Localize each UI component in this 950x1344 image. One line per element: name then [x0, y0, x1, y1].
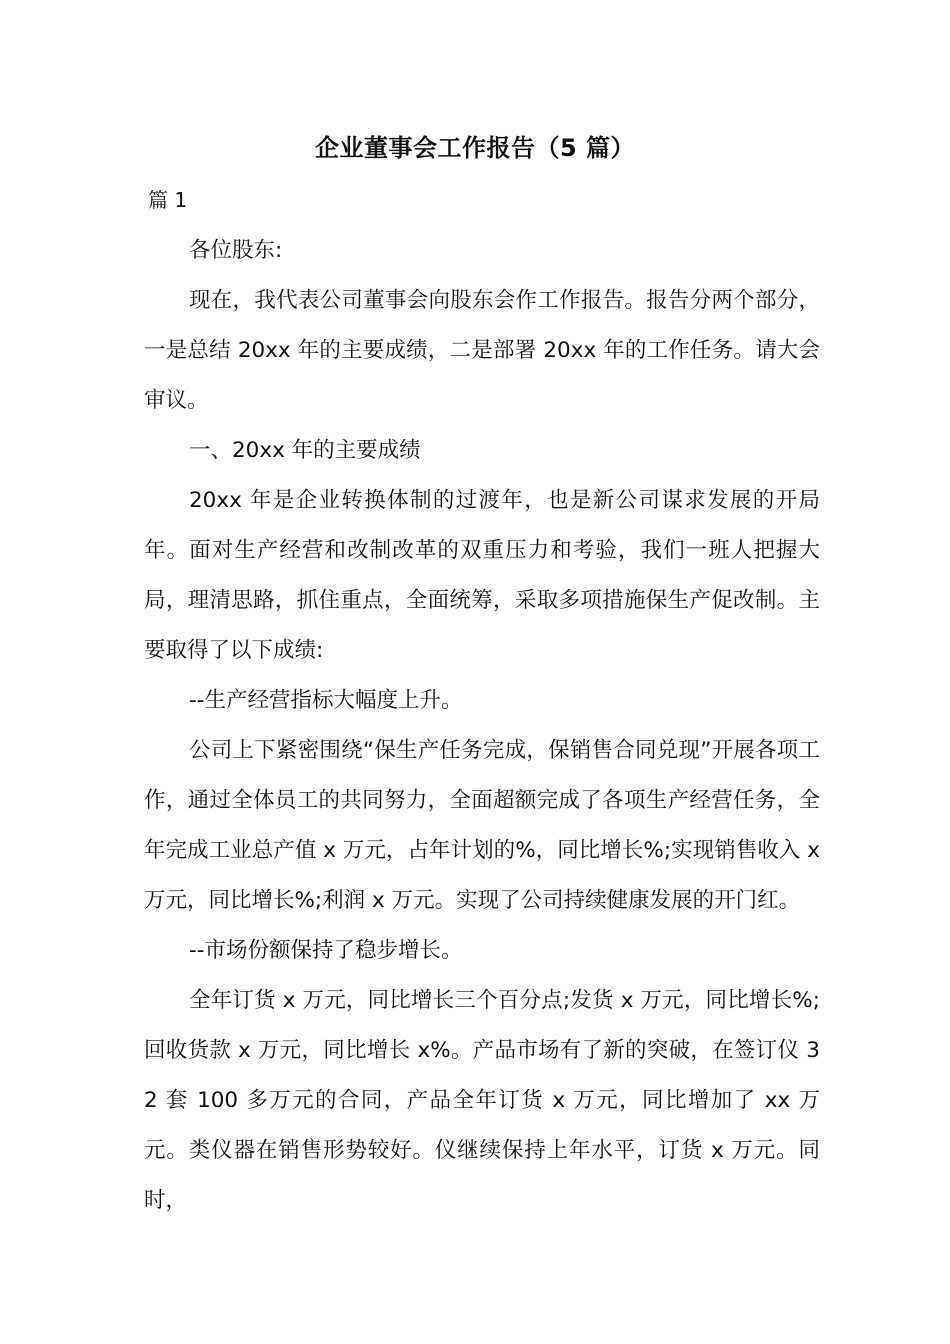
paragraph-intro: 现在，我代表公司董事会向股东会作工作报告。报告分两个部分，一是总结 20xx 年的主要成绩，二是部署 20xx 年的工作任务。请大会审议。 [144, 288, 820, 413]
section-label: 篇 1 [148, 188, 188, 212]
paragraph-subheading-production: --生产经营指标大幅度上升。 [189, 688, 463, 713]
paragraph-subheading-market: --市场份额保持了稳步增长。 [189, 938, 463, 963]
paragraph-salutation: 各位股东: [189, 238, 283, 263]
document-title: 企业董事会工作报告（5 篇） [314, 134, 636, 162]
paragraph-market-details: 全年订货 x 万元，同比增长三个百分点;发货 x 万元，同比增长%;回收货款 x 万元，同比增长 x%。产品市场有了新的突破，在签订仪 32 套 100 多万元的合同，产品全年订货 x 万元，同比增加了 xx 万元。类仪器在销售形势较好。仪继续保持上年水平，订货 x 万元。同时， [144, 988, 820, 1213]
paragraph-heading-achievements: 一、20xx 年的主要成绩 [189, 438, 421, 463]
document-body [144, 226, 820, 1226]
paragraph-production-details: 公司上下紧密围绕“保生产任务完成，保销售合同兑现”开展各项工作，通过全体员工的共同努力，全面超额完成了各项生产经营任务，全年完成工业总产值 x 万元，占年计划的%，同比增长%;实现销售收入 x 万元，同比增长%;利润 x 万元。实现了公司持续健康发展的开门红。 [144, 738, 820, 913]
paragraph-transition-year: 20xx 年是企业转换体制的过渡年，也是新公司谋求发展的开局年。面对生产经营和改制改革的双重压力和考验，我们一班人把握大局，理清思路，抓住重点，全面统筹，采取多项措施保生产促改制。主要取得了以下成绩: [144, 488, 820, 663]
